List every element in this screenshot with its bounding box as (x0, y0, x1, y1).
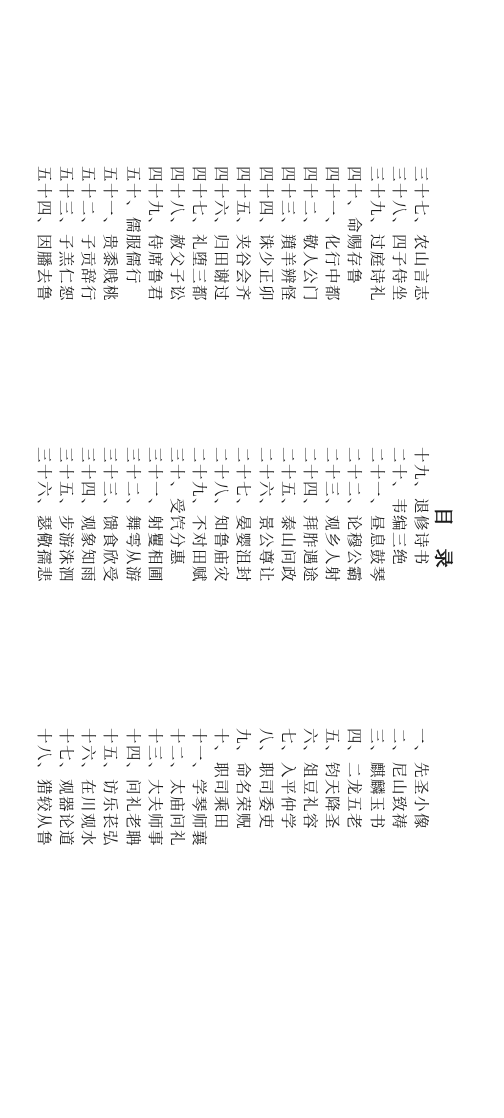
toc-entry: 五十、儒服儒行 (123, 166, 142, 286)
toc-entry: 十五、访乐苌弘 (101, 728, 120, 848)
toc-entry: 三十七、农山言志 (412, 166, 430, 303)
toc-entry: 三十六、瑟儆孺悲 (34, 447, 53, 584)
toc-column-2 (33, 447, 432, 583)
toc-entry: 四十二、敬人公门 (301, 166, 320, 303)
toc-entry: 三十一、射矍相圃 (145, 447, 164, 584)
toc-entry: 二十五、泰山问政 (278, 447, 297, 584)
toc-entry: 二、尼山致祷 (389, 728, 408, 831)
toc-entry: 十二、太庙问礼 (167, 728, 186, 848)
toc-entry: 四十五、夹谷会齐 (234, 166, 253, 303)
toc-entry: 二十七、晏婴沮封 (234, 447, 253, 584)
toc-entry: 五、钧天降圣 (323, 728, 342, 831)
toc-entry: 十九、退修诗书 (412, 447, 430, 567)
toc-entry: 十、职司乘田 (212, 728, 231, 831)
toc-entry: 五十一、贵黍贱桃 (101, 166, 120, 303)
toc-column-3 (33, 166, 432, 302)
toc-entry: 六、俎豆礼容 (301, 728, 320, 831)
toc-entry: 一、先圣小像 (412, 728, 430, 831)
toc-entry: 三十四、观象知雨 (79, 447, 98, 584)
toc-entry: 四、二龙五老 (345, 728, 364, 831)
toc-entry: 二十四、拜胙遇途 (301, 447, 320, 584)
toc-entry: 二十、韦编三绝 (389, 447, 408, 567)
toc-entry: 二十三、观乡人射 (323, 447, 342, 584)
toc-entry: 十八、猎较从鲁 (34, 728, 53, 848)
toc-entry: 九、命名荣贶 (234, 728, 253, 831)
toc-entry: 四十七、礼堕三都 (190, 166, 209, 303)
toc-entry: 五十三、子羔仁恕 (57, 166, 75, 303)
toc-entry: 八、职司委吏 (256, 728, 275, 831)
toc-entry: 二十一、昼息鼓琴 (367, 447, 386, 584)
toc-entry: 四十三、羵羊辨怪 (278, 166, 297, 303)
toc-entry: 二十六、景公尊让 (256, 447, 275, 584)
toc-entry: 四十、命赐存鲁 (345, 166, 364, 286)
toc-entry: 五十二、子贡辞行 (79, 166, 98, 303)
toc-entry: 十一、学琴师襄 (190, 728, 209, 848)
toc-entry: 四十一、化行中都 (323, 166, 342, 303)
toc-entry: 二十八、知鲁庙灾 (212, 447, 231, 584)
toc-entry: 三十九、过庭诗礼 (367, 166, 386, 303)
toc-entry: 十七、观器论道 (57, 728, 75, 848)
toc-entry: 五十四、因膰去鲁 (34, 166, 53, 303)
toc-entry: 二十九、不对田赋 (190, 447, 209, 584)
toc-entry: 三十二、舞雩从游 (123, 447, 142, 584)
toc-entry: 三十三、馈食欣受 (101, 447, 120, 584)
toc-entry: 三十八、四子侍坐 (389, 166, 408, 303)
toc-entry: 四十四、诛少正卯 (256, 166, 275, 303)
toc-entry: 三十、受饩分惠 (167, 447, 186, 567)
toc-entry: 十三、大夫师事 (145, 728, 164, 848)
toc-title: 目 录 (432, 507, 454, 576)
toc-entry: 十四、问礼老聃 (123, 728, 142, 848)
toc-entry: 四十八、赦父子讼 (167, 166, 186, 303)
toc-entry: 二十二、论穆公霸 (345, 447, 364, 584)
toc-entry: 七、入平仲学 (278, 728, 297, 831)
toc-entry: 三十五、步游洙泗 (57, 447, 75, 584)
toc-entry: 四十九、侍席鲁君 (145, 166, 164, 303)
toc-entry: 三、麒麟玉书 (367, 728, 386, 831)
toc-entry: 四十六、归田谢过 (212, 166, 231, 303)
toc-entry: 十六、在川观水 (79, 728, 98, 848)
toc-column-1 (33, 728, 432, 847)
